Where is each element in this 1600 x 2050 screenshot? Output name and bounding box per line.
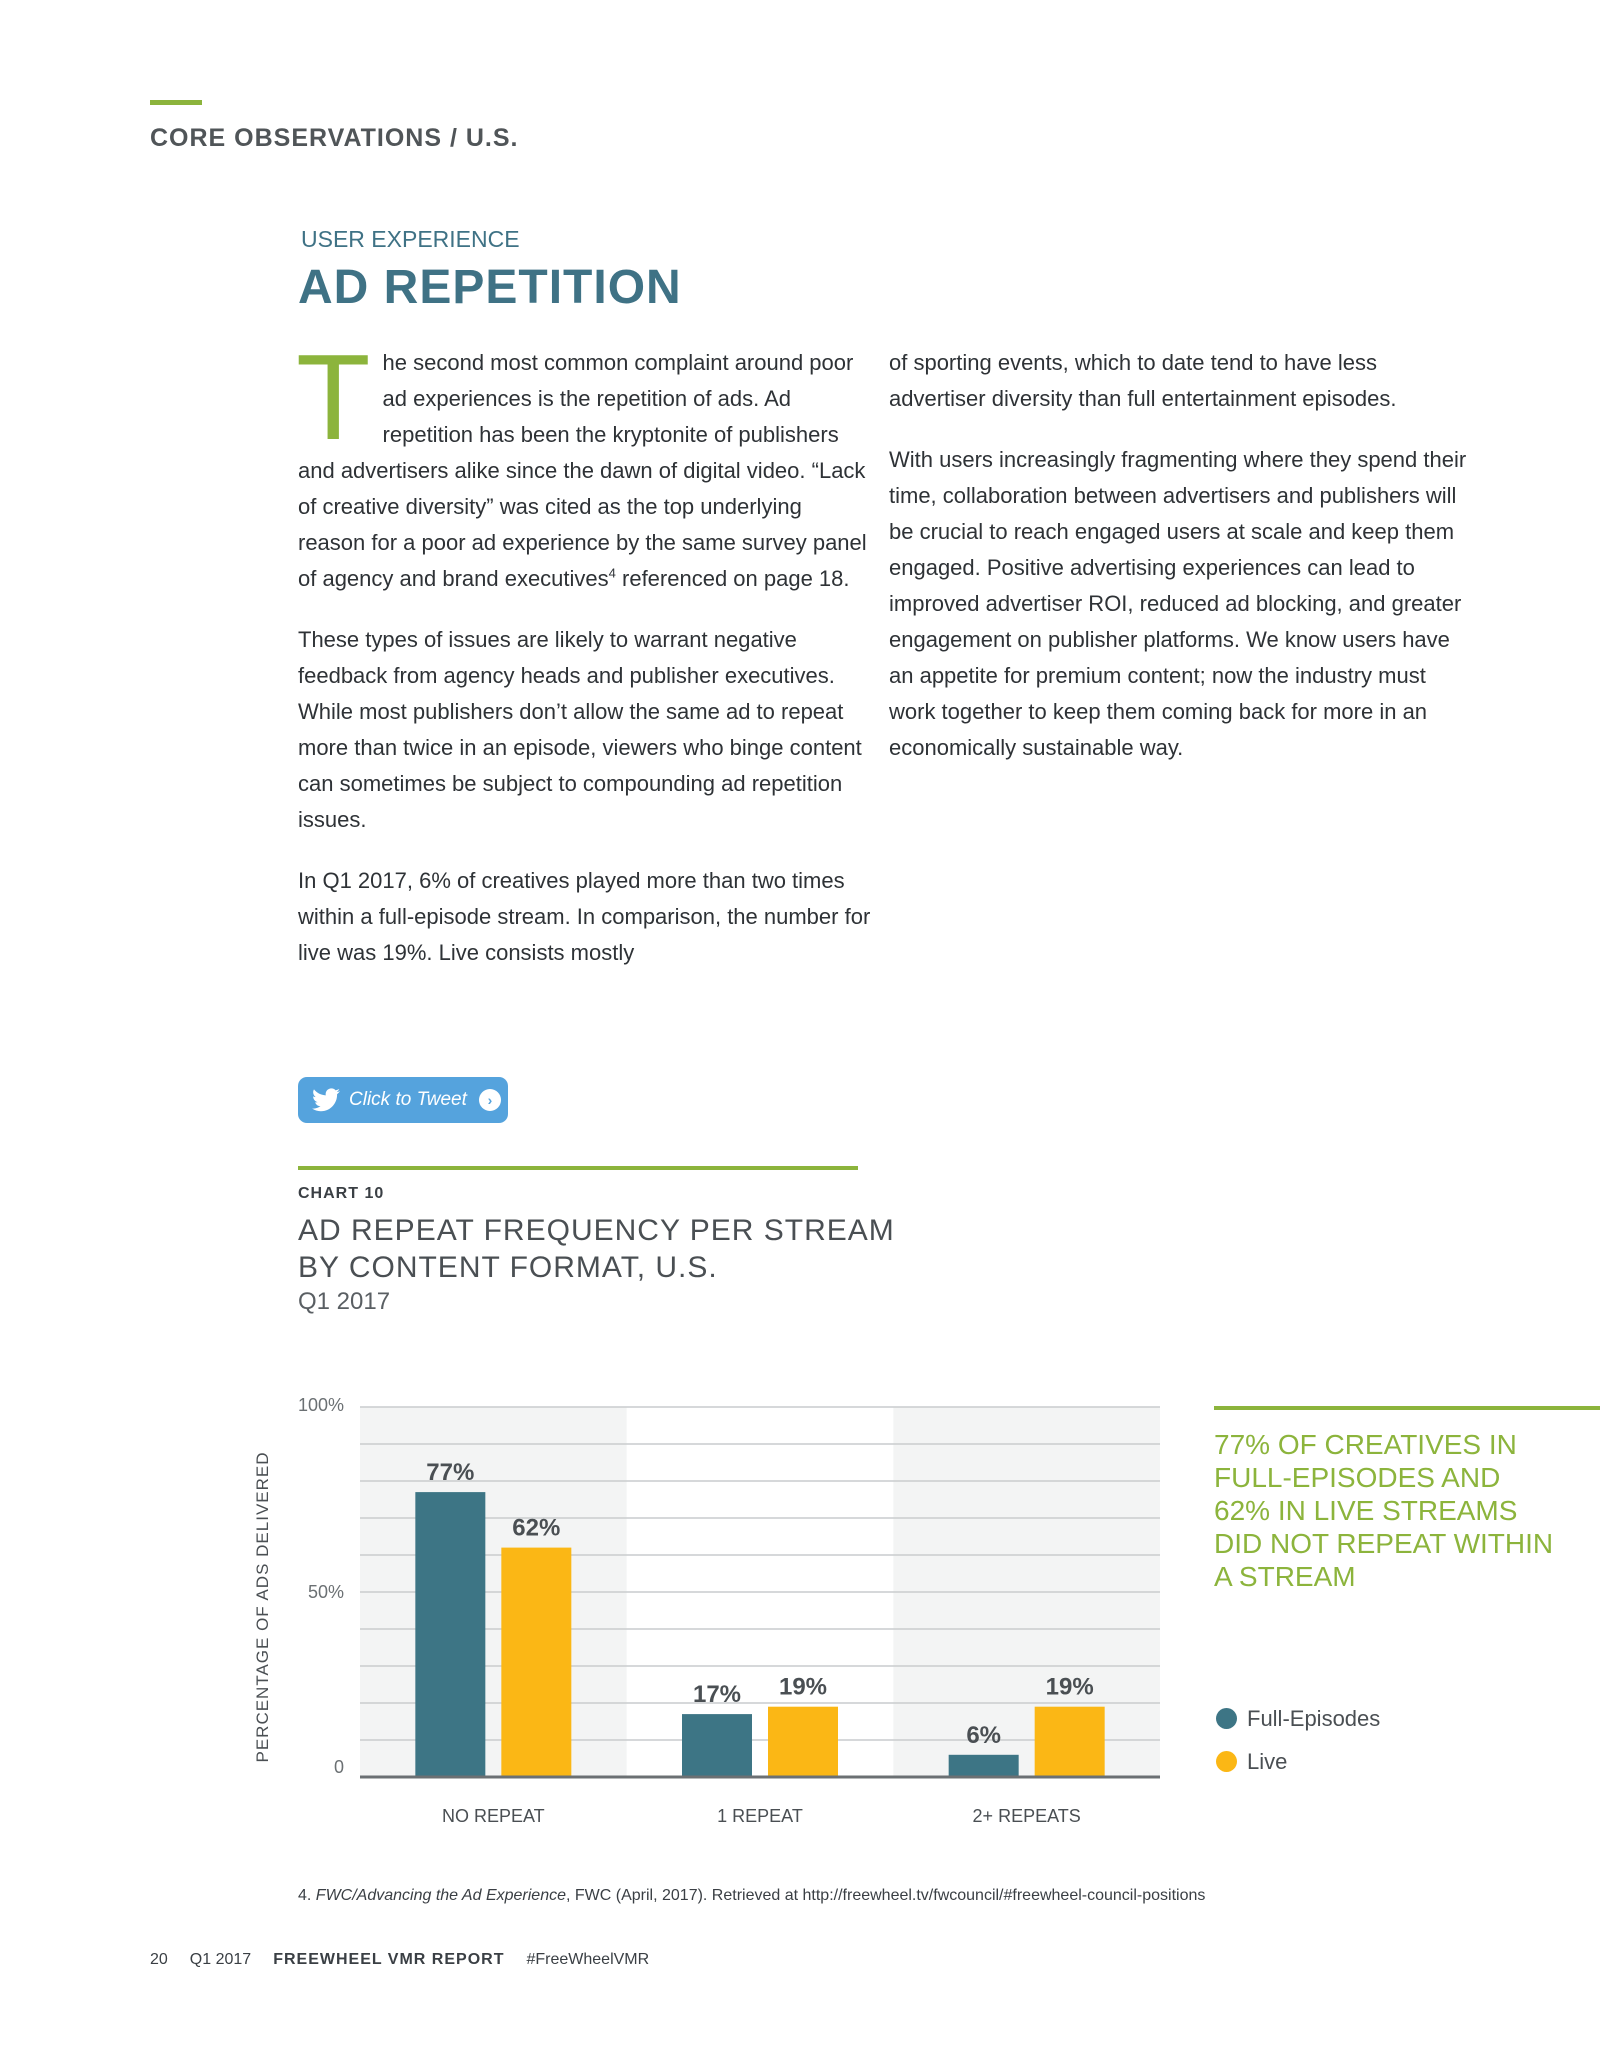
- x-tick-label: NO REPEAT: [441, 1806, 545, 1826]
- paragraph-4: With users increasingly fragmenting where they spend their time, collaboration between advertisers and publishers will be crucial to reach engaged users at scale and keep them engaged. Positive advertising experiences can lead to improved advertiser ROI, reduced ad blocking, and greater engagement on publisher platforms. We know users have an appetite for premium content; now the industry must work together to keep them coming back for more in an economically sustainable way.: [889, 447, 1467, 760]
- footnote-title: FWC/Advancing the Ad Experience: [315, 1887, 566, 1904]
- paragraph-1: The second most common complaint around poor ad experiences is the repetition of ads. Ad repetition has been the kryptonite of publishers and advertisers alike since the dawn of digital video. “Lack of creative diversity” was cited as the top underlying reason for a poor ad experience by the same survey panel of agency and brand executives$^4$ referenced on page 18.: [296, 329, 867, 591]
- paragraph-2: These types of issues are likely to warrant negative feedback from agency heads and publisher executives. While most publishers don’t allow the same ad to repeat more than twice in an episode, viewers who binge content can sometimes be subject to compounding ad repetition issues.: [298, 627, 862, 832]
- body-column-left: [296, 329, 873, 996]
- chart-label: CHART 10: [298, 1185, 385, 1202]
- chart-subtitle: Q1 2017: [298, 1288, 391, 1315]
- body-column-right: [889, 345, 1469, 791]
- footer-hashtag: #FreeWheelVMR: [526, 1951, 650, 1968]
- paragraph-3: In Q1 2017, 6% of creatives played more than two times within a full-episode stream. In comparison, the number for live was 19%. Live consists mostly: [298, 868, 871, 965]
- footer-period: Q1 2017: [189, 1951, 252, 1968]
- chart-title: AD REPEAT FREQUENCY PER STREAM BY CONTENT FORMAT, U.S.: [298, 1214, 895, 1284]
- bar-full-episodes: [682, 1714, 752, 1777]
- x-tick-label: 2+ REPEATS: [972, 1806, 1081, 1826]
- y-tick-label: 50%: [307, 1582, 344, 1602]
- paragraph-3-continued: of sporting events, which to date tend to have less advertiser diversity than full entertainment episodes.: [889, 350, 1397, 411]
- y-axis-label: PERCENTAGE OF ADS DELIVERED: [253, 1451, 272, 1763]
- bar-live: [768, 1707, 838, 1777]
- data-label-live: 19%: [1045, 1673, 1094, 1701]
- bar-full-episodes: [949, 1755, 1019, 1777]
- bar-full-episodes: [415, 1492, 485, 1777]
- legend-item-live: [1216, 1740, 1380, 1783]
- x-tick-label: 1 REPEAT: [717, 1806, 803, 1826]
- callout-text: 77% OF CREATIVES IN FULL-EPISODES AND 62% IN LIVE STREAMS DID NOT REPEAT WITHIN A STREAM: [1214, 1429, 1554, 1592]
- footnote: 4. FWC/Advancing the Ad Experience, FWC (April, 2017). Retrieved at http://freewheel.tv/fwcouncil/#freewheel-council-positions: [298, 1887, 1206, 1904]
- y-tick-label: 0: [333, 1757, 344, 1777]
- data-label-full-episodes: 17%: [692, 1681, 742, 1709]
- legend-label-live: Live: [1247, 1748, 1288, 1774]
- accent-rule: [150, 100, 202, 105]
- kicker: USER EXPERIENCE: [301, 226, 520, 252]
- twitter-bird-icon: [312, 1088, 340, 1112]
- arrow-right-icon: ›: [479, 1089, 501, 1111]
- data-label-live: 19%: [778, 1673, 828, 1701]
- data-label-live: 62%: [512, 1514, 561, 1542]
- legend-dot-full-episodes: [1216, 1708, 1237, 1729]
- chart-rule: [298, 1166, 858, 1170]
- footnote-ref: 4: [608, 565, 616, 581]
- chart-legend: [1216, 1697, 1380, 1783]
- data-label-full-episodes: 77%: [426, 1459, 475, 1487]
- page-number: 20: [150, 1951, 168, 1968]
- footer-report: FREEWHEEL VMR REPORT: [273, 1951, 505, 1968]
- legend-dot-live: [1216, 1751, 1237, 1772]
- section-label: CORE OBSERVATIONS / U.S.: [150, 124, 519, 152]
- bar-live: [1035, 1707, 1105, 1777]
- bar-live: [501, 1548, 571, 1777]
- callout-rule: [1214, 1406, 1600, 1410]
- y-tick-label: 100%: [297, 1395, 344, 1415]
- click-to-tweet-button[interactable]: [298, 1077, 508, 1123]
- bar-chart: [240, 1385, 1180, 1845]
- page-title: AD REPETITION: [298, 261, 682, 314]
- data-label-full-episodes: 6%: [966, 1721, 1002, 1749]
- legend-label-full-episodes: Full-Episodes: [1247, 1705, 1381, 1731]
- tweet-label: Click to Tweet: [349, 1089, 467, 1110]
- dropcap: T: [296, 329, 371, 465]
- page-footer: [150, 1951, 671, 1969]
- legend-item-full-episodes: [1216, 1697, 1380, 1740]
